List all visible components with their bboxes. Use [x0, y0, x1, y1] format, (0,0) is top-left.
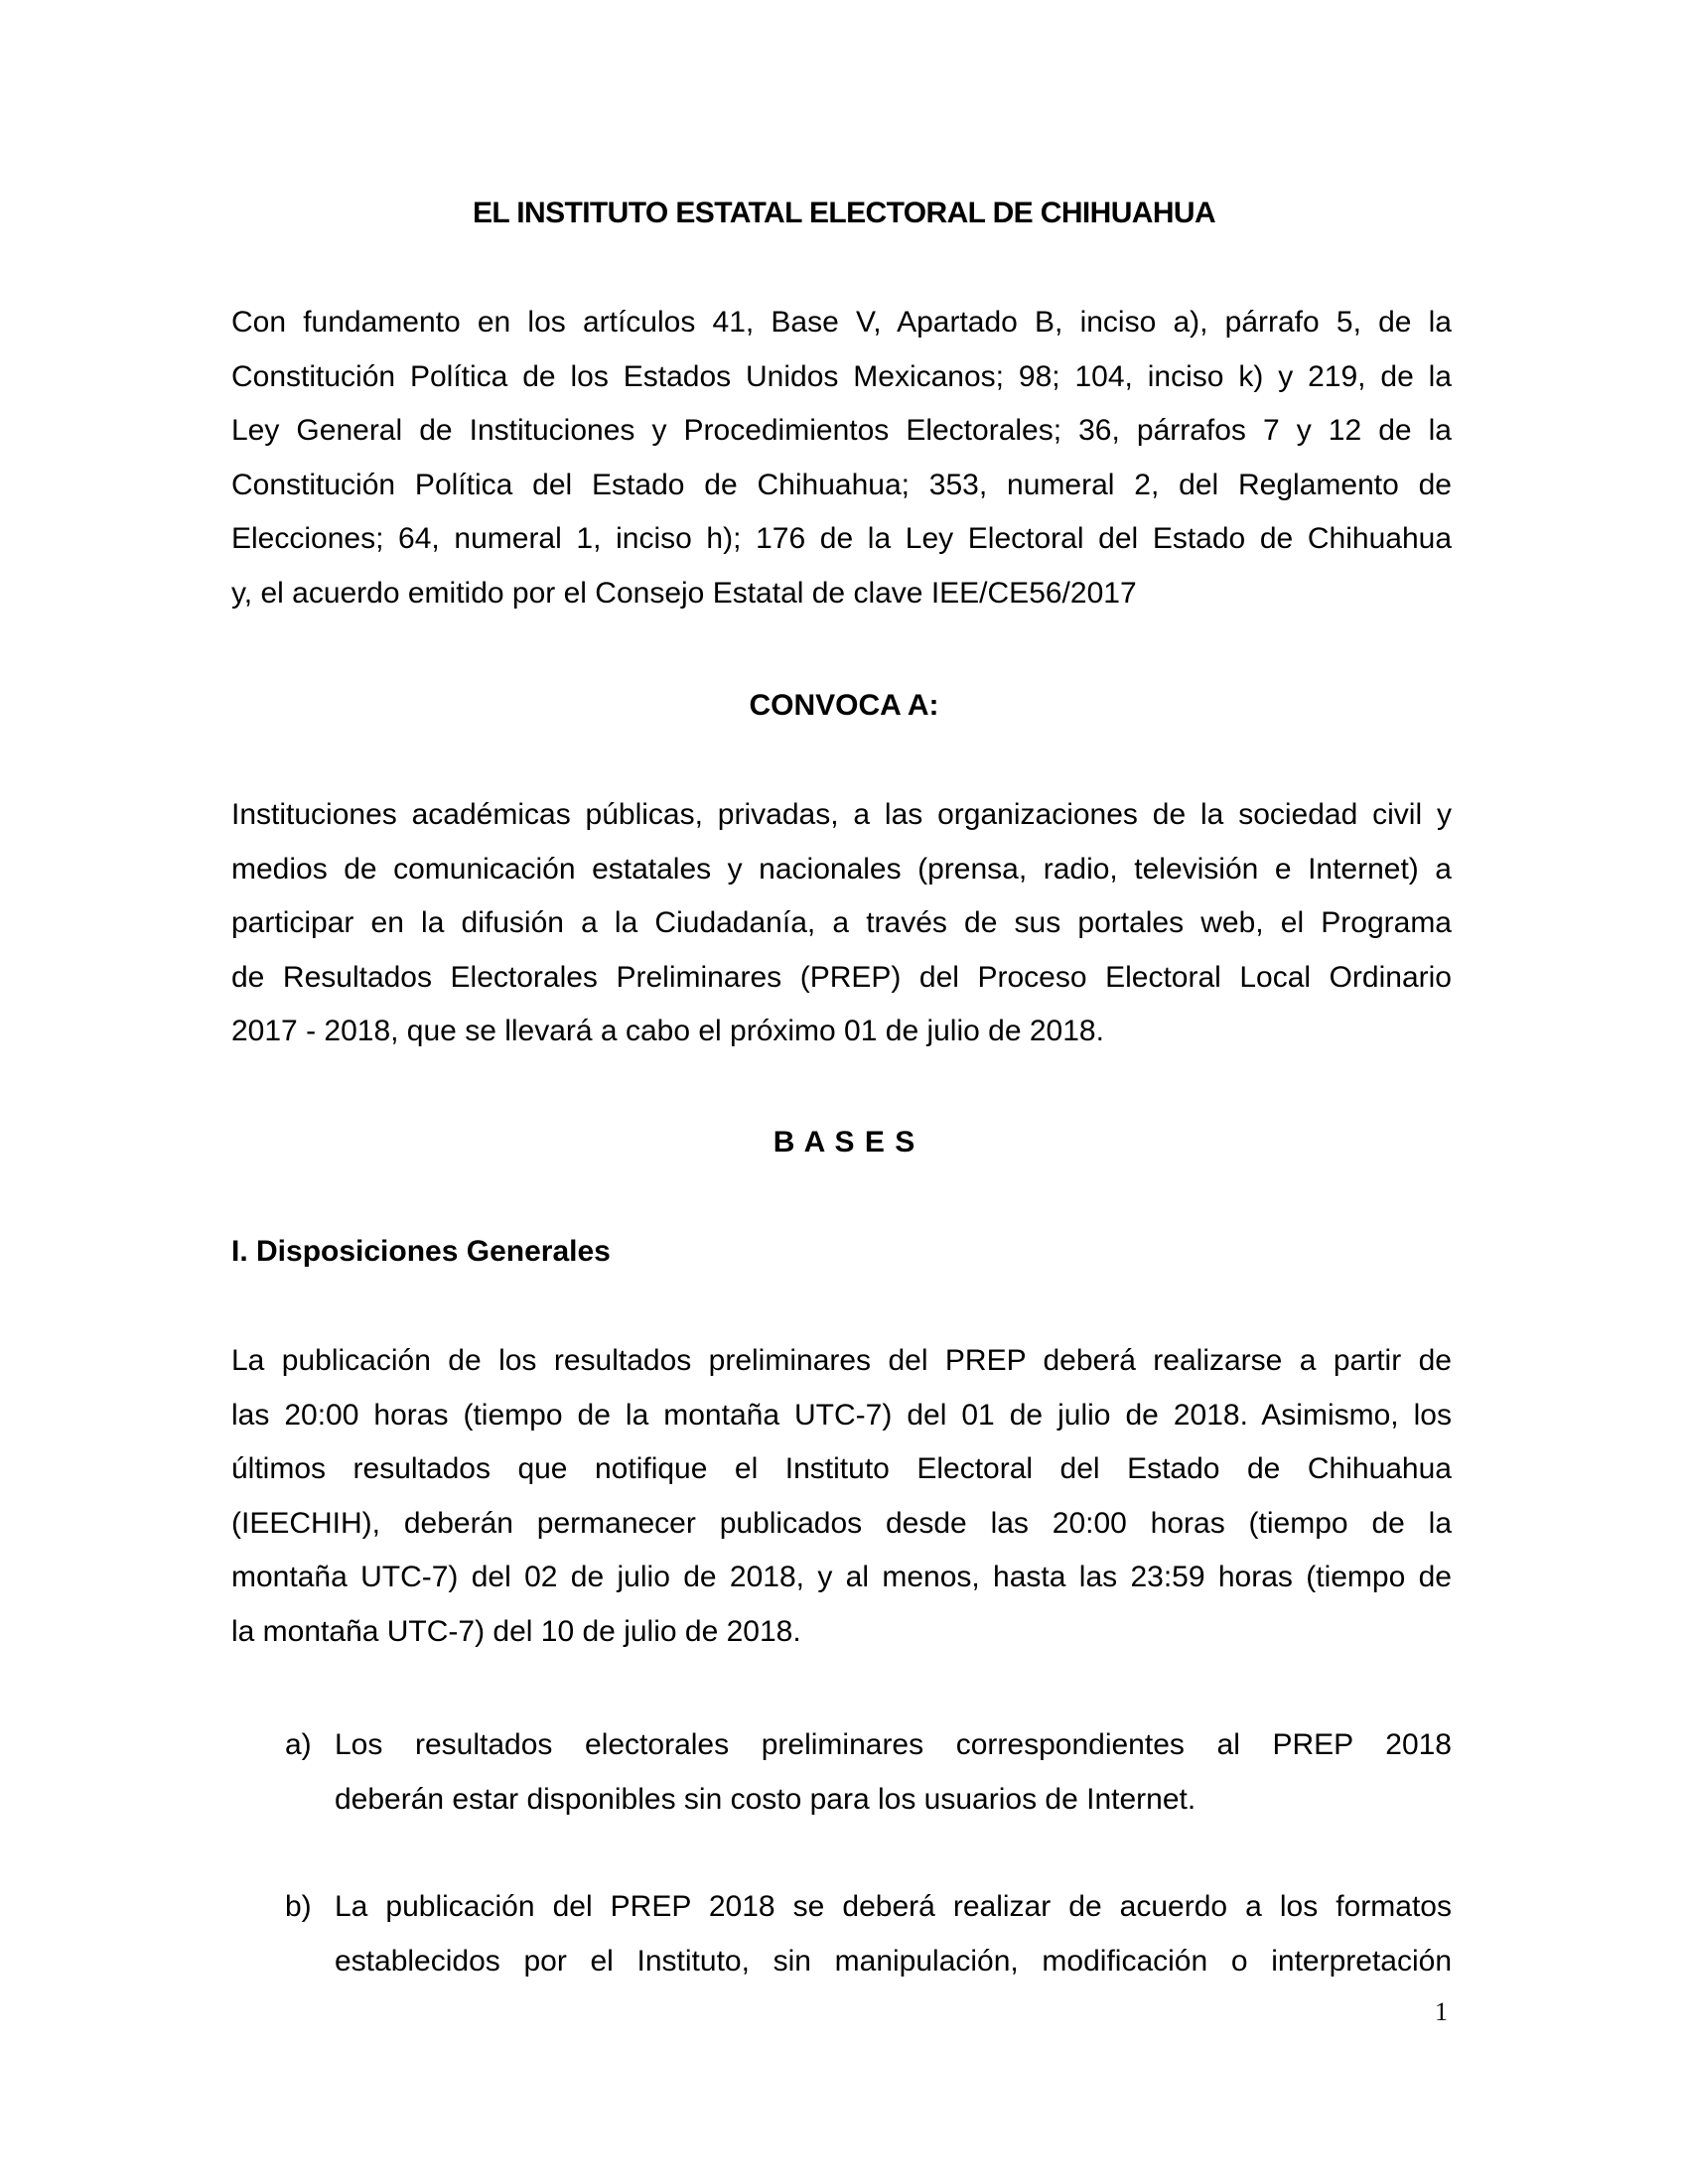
paragraph-line: Instituciones académicas públicas, privadas, a las organizaciones de la sociedad civil y — [231, 798, 1452, 831]
paragraph-line: Elecciones; 64, numeral 1, inciso h); 176 de la Ley Electoral del Estado de Chihuahua — [231, 522, 1452, 555]
paragraph-line: Constitución Política del Estado de Chihuahua; 353, numeral 2, del Reglamento de — [231, 468, 1452, 501]
list-item-line: deberán estar disponibles sin costo para los usuarios de Internet. — [335, 1782, 1196, 1816]
paragraph-line: (IEECHIH), deberán permanecer publicados desde las 20:00 horas (tiempo de la — [231, 1506, 1452, 1540]
paragraph-line: La publicación de los resultados preliminares del PREP deberá realizarse a partir de — [231, 1344, 1452, 1377]
paragraph-line: participar en la difusión a la Ciudadanía, a través de sus portales web, el Programa — [231, 906, 1452, 939]
list-item-content — [335, 1880, 1452, 1988]
document-title: EL INSTITUTO ESTATAL ELECTORAL DE CHIHUAHUA — [472, 197, 1216, 229]
list-item-line: Los resultados electorales preliminares correspondientes al PREP 2018 — [335, 1728, 1452, 1761]
list-item-content — [335, 1718, 1452, 1827]
paragraph-line: 2017 - 2018, que se llevará a cabo el próximo 01 de julio de 2018. — [231, 1015, 1104, 1047]
paragraph-line: las 20:00 horas (tiempo de la montaña UTC-7) del 01 de julio de 2018. Asimismo, los — [231, 1398, 1452, 1432]
page-number: 1 — [1435, 1997, 1448, 2026]
intro-paragraph — [231, 296, 1452, 620]
convoca-paragraph — [231, 788, 1452, 1059]
list-marker: b) — [285, 1890, 312, 1923]
paragraph-line: últimos resultados que notifique el Instituto Electoral del Estado de Chihuahua — [231, 1452, 1452, 1485]
paragraph-line: y, el acuerdo emitido por el Consejo Estatal de clave IEE/CE56/2017 — [231, 576, 1137, 610]
paragraph-line: Con fundamento en los artículos 41, Base V, Apartado B, inciso a), párrafo 5, de la — [231, 306, 1452, 339]
list-item-line: establecidos por el Instituto, sin manipulación, modificación o interpretación — [335, 1944, 1452, 1978]
list-item-line: La publicación del PREP 2018 se deberá realizar de acuerdo a los formatos — [335, 1890, 1452, 1923]
bases-heading: B A S E S — [773, 1126, 915, 1159]
paragraph-line: de Resultados Electorales Preliminares (PREP) del Proceso Electoral Local Ordinario — [231, 960, 1452, 994]
convoca-heading: CONVOCA A: — [749, 689, 939, 722]
paragraph-line: montaña UTC-7) del 02 de julio de 2018, y al menos, hasta las 23:59 horas (tiempo de — [231, 1561, 1452, 1593]
section-paragraph — [231, 1334, 1452, 1659]
paragraph-line: Ley General de Instituciones y Procedimientos Electorales; 36, párrafos 7 y 12 de la — [231, 414, 1452, 447]
paragraph-line: Constitución Política de los Estados Unidos Mexicanos; 98; 104, inciso k) y 219, de la — [231, 359, 1452, 393]
section-heading: I. Disposiciones Generales — [231, 1235, 611, 1268]
paragraph-line: medios de comunicación estatales y nacionales (prensa, radio, televisión e Internet) a — [231, 852, 1452, 886]
list-marker: a) — [285, 1728, 312, 1761]
paragraph-line: la montaña UTC-7) del 10 de julio de 2018. — [231, 1614, 801, 1648]
